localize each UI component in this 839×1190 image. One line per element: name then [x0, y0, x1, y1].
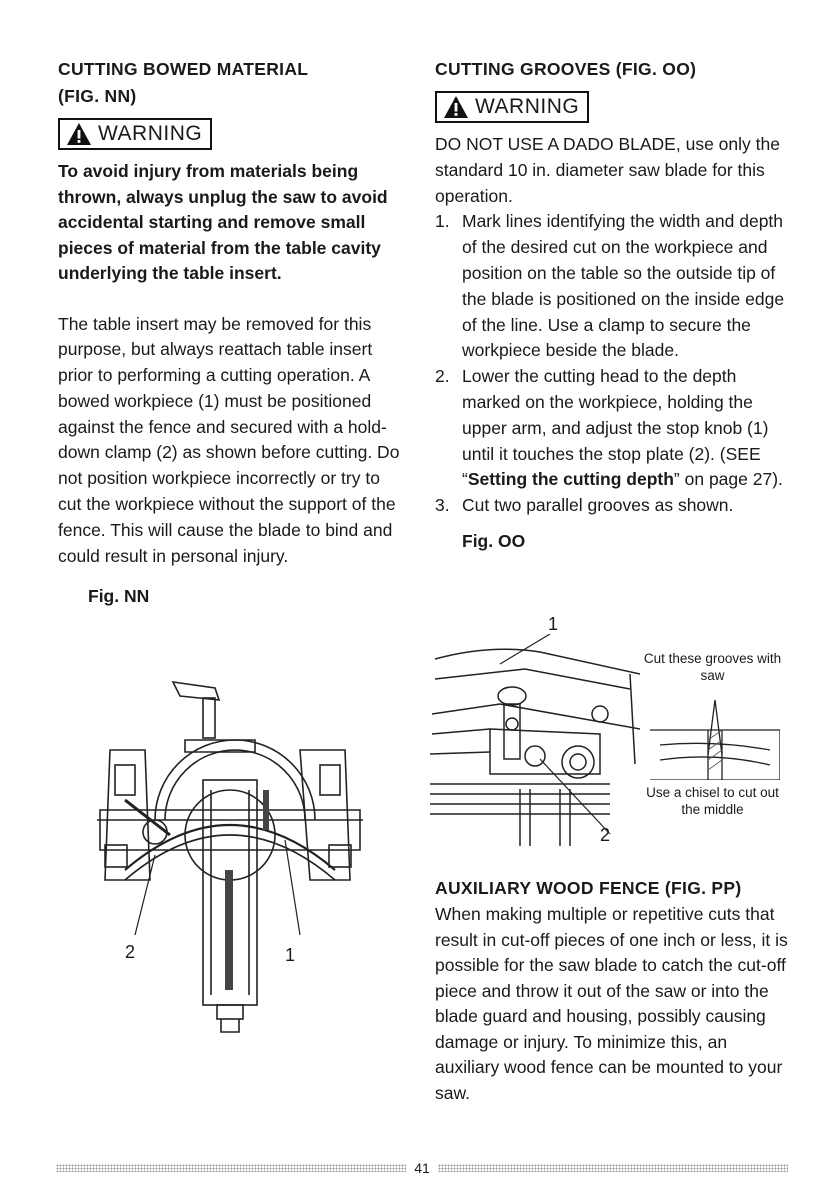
- right-column: [435, 56, 790, 553]
- warning-label-right: WARNING: [475, 95, 580, 118]
- warning-badge: [58, 118, 212, 150]
- caption-chisel: Use a chisel to cut out the middle: [646, 785, 779, 817]
- footer-rule-left: [56, 1164, 406, 1172]
- warning-label: WARNING: [98, 122, 203, 145]
- step-item: [435, 493, 790, 519]
- warning-text: To avoid injury from materials being thrown, always unplug the saw to avoid accidental starting and remove small pieces of material from the table cavity underlying the table insert.: [58, 161, 388, 283]
- step-number: 1.: [435, 211, 450, 232]
- step-text-end: ” on page 27).: [673, 469, 783, 490]
- caption-cut-grooves: Cut these grooves with saw: [643, 651, 782, 683]
- section-heading-bowed-material: [58, 56, 408, 110]
- footer-rule-right: [438, 1164, 788, 1172]
- intro-paragraph: [435, 132, 790, 209]
- aux-fence-section: [435, 875, 795, 1106]
- figure-nn-callout-1: 1: [285, 945, 296, 965]
- step-number: 3.: [435, 495, 450, 516]
- step-item: [435, 364, 790, 493]
- page-footer: [56, 1157, 788, 1179]
- step-text: Mark lines identifying the width and depth of the desired cut on the workpiece and position on the table so the outside tip of the blade is positioned on the inside edge of the line. Use a clamp to secure the workpiece beside the blade.: [462, 211, 785, 361]
- figure-oo-callout-2: 2: [600, 825, 611, 845]
- heading-line-1: CUTTING BOWED MATERIAL: [58, 59, 309, 79]
- steps-list: [435, 209, 790, 519]
- warning-badge-right: [435, 91, 589, 123]
- aux-fence-paragraph: When making multiple or repetitive cuts that result in cut-off pieces of one inch or less, it is possible for the saw blade to catch the cut-off piece and throw it out of the saw or into the blade guard and housing, possibly causing damage or injury. To minimize this, an auxiliary wood fence can be mounted to your saw.: [435, 904, 788, 1103]
- body-paragraph: The table insert may be removed for this purpose, but always reattach table insert prior to performing a cutting operation. A bowed workpiece (1) must be positioned against the fence and secured with a hold-down clamp (2) as shown before cutting. Do not position workpiece incorrectly or try to cut the workpiece without the support of the fence. This will cause the blade to bind and could result in personal injury.: [58, 313, 400, 566]
- intro-emphasis: DO NOT USE A DADO BLADE: [435, 134, 676, 154]
- groove-diagram: [650, 690, 780, 780]
- heading-line-2: (FIG. NN): [58, 86, 137, 106]
- section-heading-cutting-grooves: CUTTING GROOVES (FIG. OO): [435, 59, 697, 79]
- miter-saw-top-view-illustration: [85, 670, 375, 1040]
- warning-wrapper: [58, 118, 408, 151]
- figure-nn-callout-2: 2: [125, 942, 136, 962]
- section-heading-aux-fence: AUXILIARY WOOD FENCE (FIG. PP): [435, 878, 742, 898]
- step-text: Cut two parallel grooves as shown.: [462, 495, 734, 516]
- figure-oo: [430, 612, 790, 852]
- warning-triangle-icon: [66, 122, 92, 146]
- page-number: 41: [414, 1160, 430, 1176]
- warning-wrapper-right: [435, 91, 790, 124]
- step-number: 2.: [435, 366, 450, 387]
- intro-rest: , use only the standard 10 in. diameter saw blade for this operation.: [435, 134, 780, 206]
- figure-oo-callout-1: 1: [548, 614, 559, 634]
- step-text: Lower the cutting head to the depth marked on the workpiece, holding the upper arm, and adjust the stop knob (1) until it touches the stop plate (2). (SEE “: [462, 366, 769, 490]
- saw-closeup-illustration: [430, 634, 640, 849]
- figure-label-nn: Fig. NN: [88, 586, 150, 607]
- warning-triangle-icon: [443, 95, 469, 119]
- step-reference-bold: Setting the cutting depth: [467, 469, 674, 490]
- left-column: [58, 56, 408, 608]
- figure-nn: [85, 670, 375, 1040]
- figure-label-oo: Fig. OO: [462, 530, 526, 551]
- step-item: [435, 209, 790, 364]
